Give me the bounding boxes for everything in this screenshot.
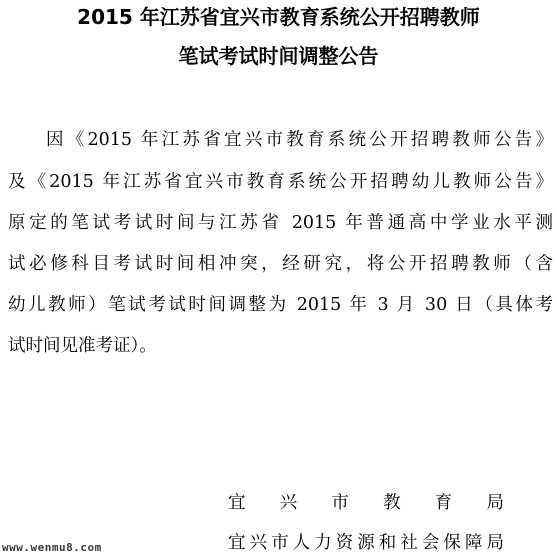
title-line-2: 笔试考试时间调整公告 bbox=[178, 44, 379, 68]
body-line-6: 试时间见准考证）。 bbox=[8, 336, 157, 356]
body-line-2: 及《2015 年江苏省宜兴市教育系统公开招聘幼儿教师公告》 bbox=[8, 172, 553, 192]
body-line-5: 幼儿教师）笔试考试时间调整为 2015 年 3 月 30 日（具体考 bbox=[8, 295, 553, 315]
watermark: www.wenmu8.com bbox=[2, 541, 102, 554]
title-line-1: 2015 年江苏省宜兴市教育系统公开招聘教师 bbox=[77, 5, 480, 29]
body-line-3: 原定的笔试考试时间与江苏省 2015 年普通高中学业水平测 bbox=[8, 213, 553, 233]
body-line-1: 因《2015 年江苏省宜兴市教育系统公开招聘教师公告》 bbox=[46, 130, 553, 150]
signature-org-hr-bureau: 宜兴市人力资源和社会保障局 bbox=[228, 533, 504, 553]
signature-org-education-bureau: 宜兴市教育局 bbox=[228, 493, 504, 513]
body-line-4: 试必修科目考试时间相冲突，经研究，将公开招聘教师（含 bbox=[8, 254, 553, 274]
